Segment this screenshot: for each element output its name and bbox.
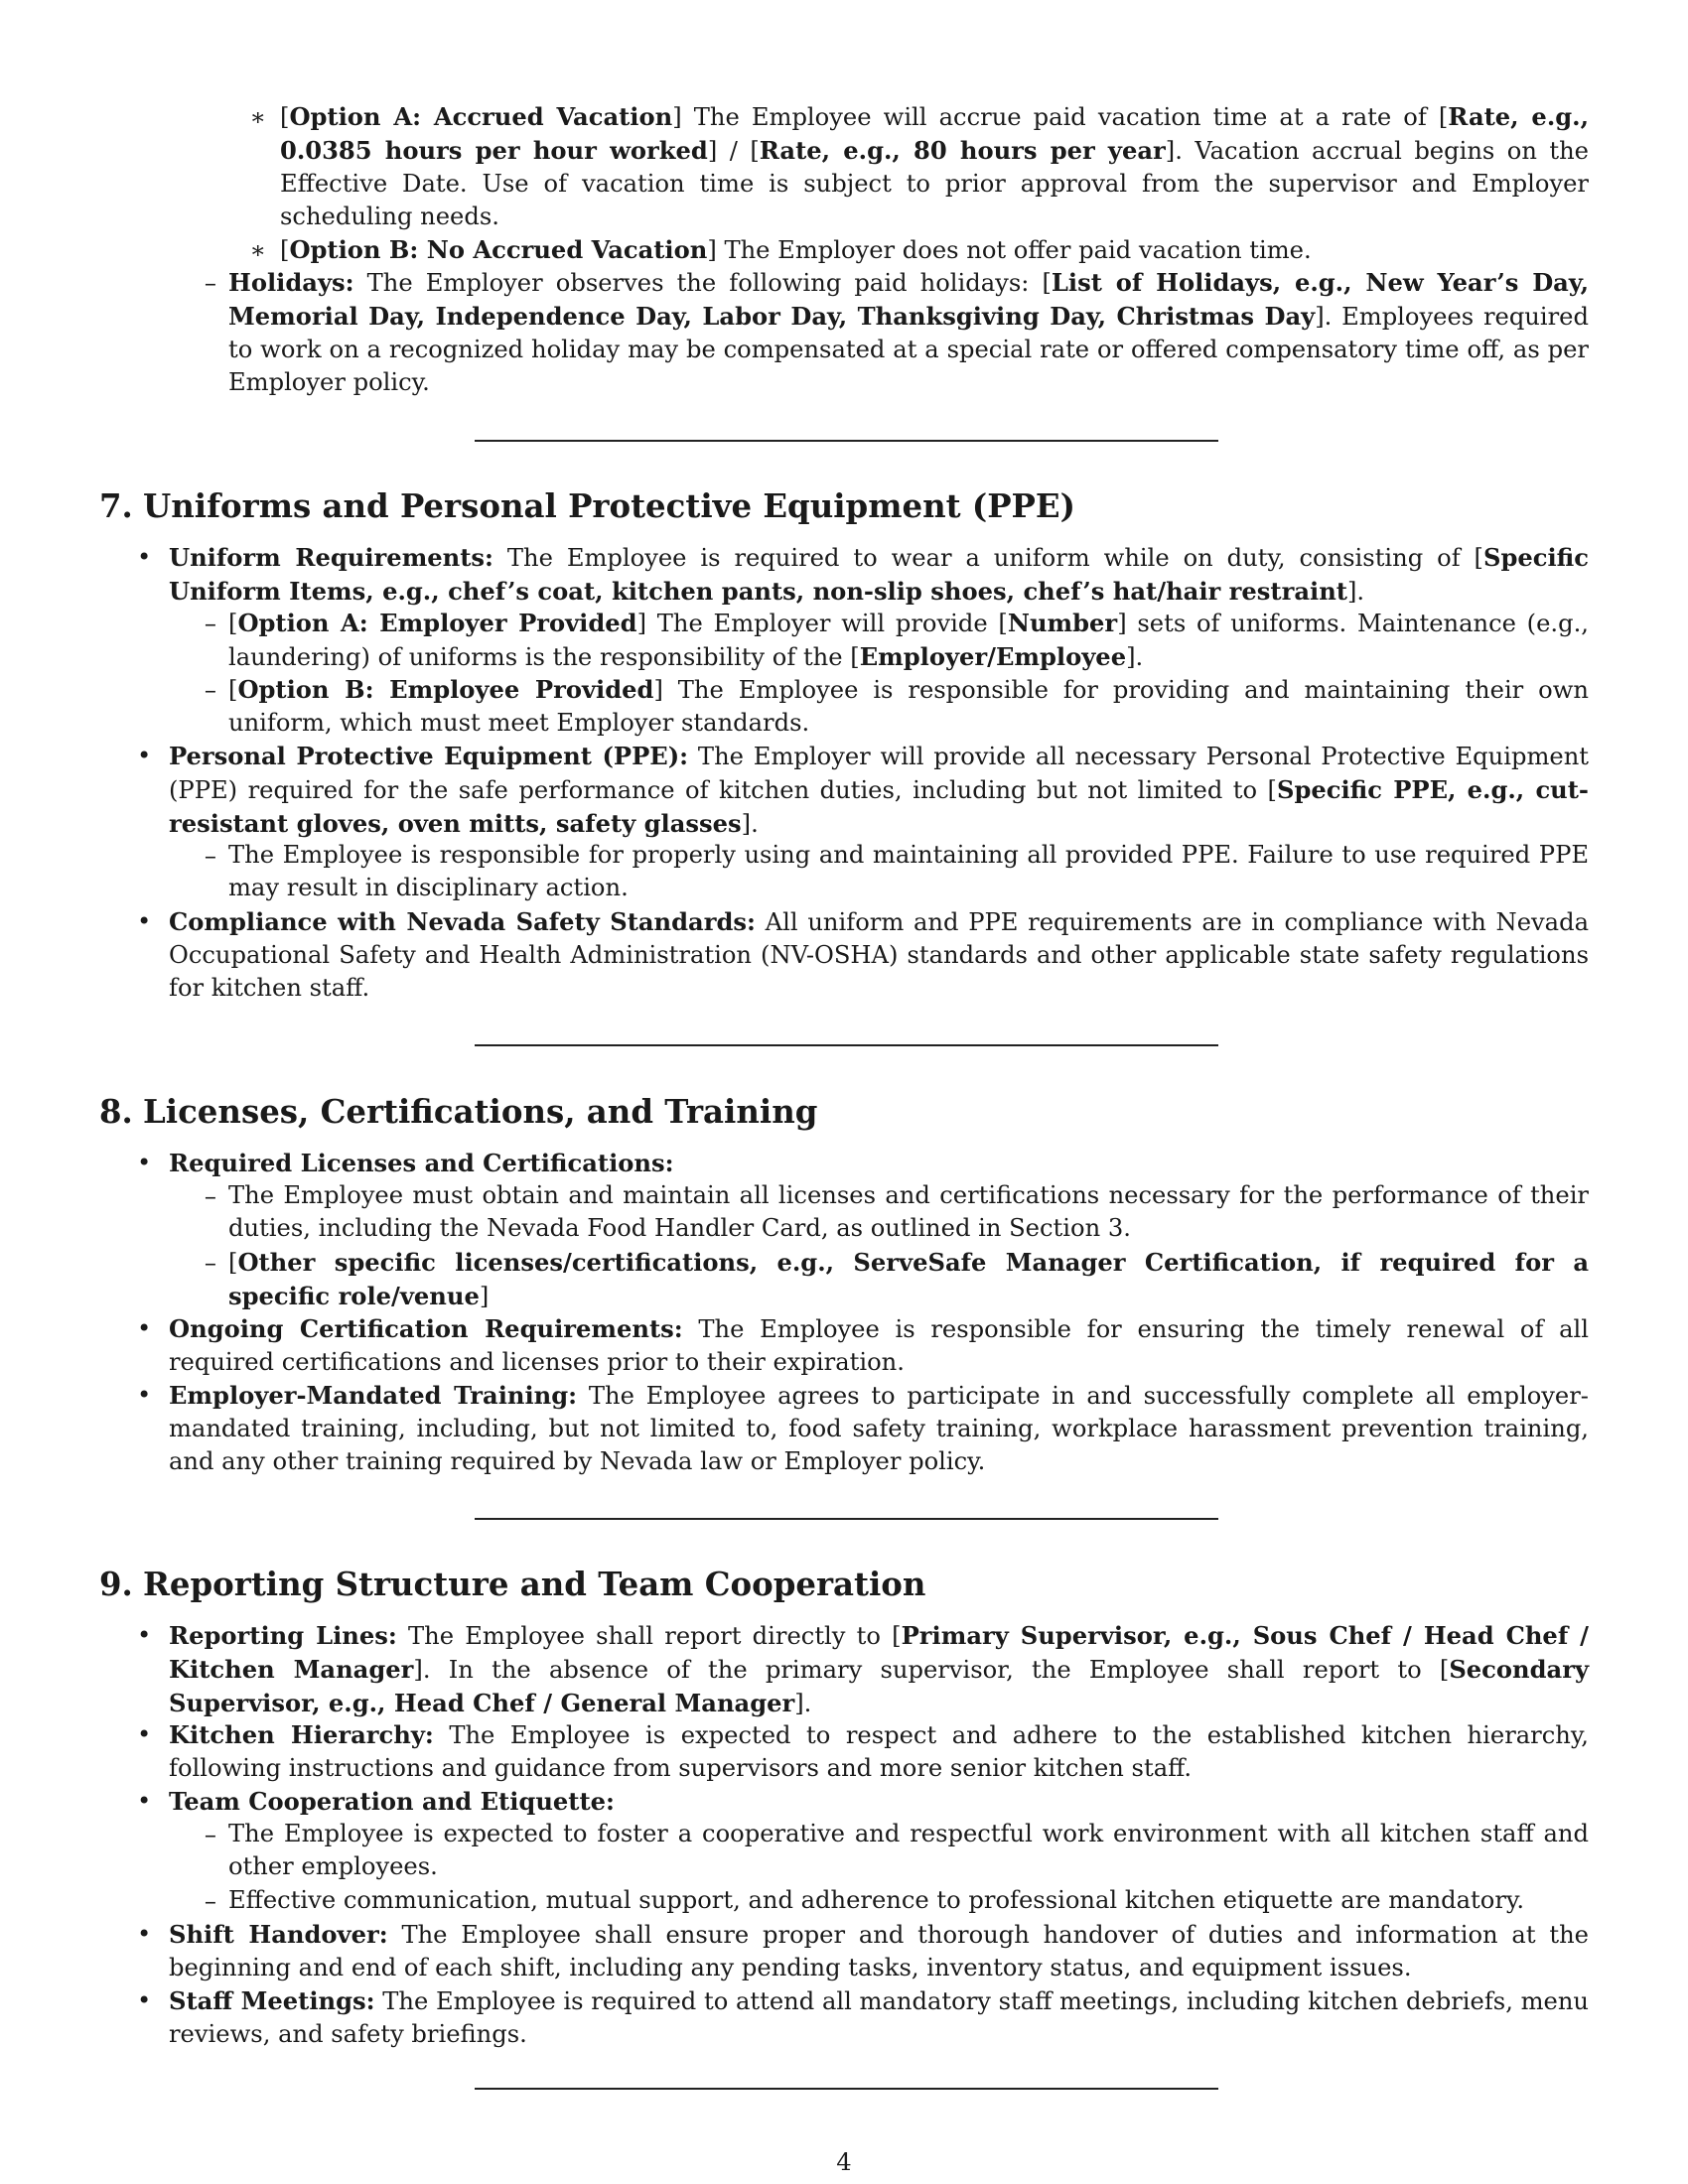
required-licenses-item: Required Licenses and Certifications:	[169, 1149, 674, 1177]
dash-marker: –	[204, 610, 216, 637]
required-licenses-subitem-2: [Other specific licenses/certifications, e.g., ServeSafe Manager Certification, if required for a specific role/venue]	[228, 1248, 1589, 1310]
uniform-requirements-item: Uniform Requirements: The Employee is required to wear a uniform while on duty, consisting of [Specific Uniform Items, e.g., chef’s coat, kitchen pants, non-slip shoes, chef’s hat/hair restraint].	[169, 543, 1589, 606]
bullet-marker: •	[137, 1381, 152, 1409]
vacation-option-b: [Option B: No Accrued Vacation] The Employer does not offer paid vacation time.	[280, 235, 1312, 264]
nevada-safety-item: Compliance with Nevada Safety Standards: All uniform and PPE requirements are in compliance with Nevada Occupational Safety and Health Administration (NV-OSHA) standards and other applicable state safety regulations for kitchen staff.	[169, 907, 1589, 1002]
shift-handover-item: Shift Handover: The Employee shall ensure proper and thorough handover of duties and information at the beginning and end of each shift, including any pending tasks, inventory status, and equipment issues.	[169, 1920, 1589, 1981]
dash-marker: –	[204, 1249, 216, 1277]
kitchen-hierarchy-item: Kitchen Hierarchy: The Employee is expected to respect and adhere to the established kitchen hierarchy, following instructions and guidance from supervisors and more senior kitchen staff.	[169, 1720, 1589, 1782]
bullet-marker: •	[137, 1986, 152, 2014]
star-marker: ∗	[249, 103, 266, 131]
ppe-item: Personal Protective Equipment (PPE): The Employer will provide all necessary Personal Protective Equipment (PPE) required for the safe performance of kitchen duties, including but not limited to [Specific PPE, e.g., cut-resistant gloves, oven mitts, safety glasses].	[169, 742, 1589, 838]
bullet-marker: •	[137, 1787, 152, 1815]
bullet-marker: •	[137, 543, 152, 571]
ppe-subitem: The Employee is responsible for properly using and maintaining all provided PPE. Failure to use required PPE may result in disciplinary action.	[228, 841, 1589, 901]
section-divider	[475, 1518, 1218, 1520]
bullet-marker: •	[137, 1621, 152, 1649]
reporting-lines-item: Reporting Lines: The Employee shall report directly to [Primary Supervisor, e.g., Sous Chef / Head Chef / Kitchen Manager]. In the absence of the primary supervisor, the Employee shall report to [Secondary Supervisor, e.g., Head Chef / General Manager].	[169, 1621, 1590, 1717]
team-cooperation-item: Team Cooperation and Etiquette:	[169, 1787, 615, 1816]
employer-training-item: Employer-Mandated Training: The Employee agrees to participate in and successfully complete all employer-mandated training, including, but not limited to, food safety training, workplace harassment prevention training, and any other training required by Nevada law or Employer policy.	[169, 1381, 1589, 1475]
dash-marker: –	[204, 676, 216, 704]
staff-meetings-item: Staff Meetings: The Employee is required to attend all mandatory staff meetings, including kitchen debriefs, menu reviews, and safety briefings.	[169, 1986, 1590, 2048]
uniform-option-a: [Option A: Employer Provided] The Employer will provide [Number] sets of uniforms. Maintenance (e.g., laundering) of uniforms is the responsibility of the [Employer/Employee].	[228, 609, 1589, 671]
dash-marker: –	[204, 1821, 216, 1848]
bullet-marker: •	[137, 1314, 152, 1342]
team-cooperation-subitem-2: Effective communication, mutual support, and adherence to professional kitchen etiquette are mandatory.	[228, 1886, 1525, 1914]
bullet-marker: •	[137, 1720, 152, 1748]
holidays-item: Holidays: The Employer observes the following paid holidays: [List of Holidays, e.g., New Year’s Day, Memorial Day, Independence Day, Labor Day, Thanksgiving Day, Christmas Day]. Employees required to work on a recognized holiday may be compensated at a special rate or offered compensatory time off, as per Employer policy.	[228, 268, 1590, 396]
section-divider	[475, 1044, 1218, 1046]
section-9-heading: 9. Reporting Structure and Team Cooperation	[99, 1566, 926, 1603]
dash-marker: –	[204, 269, 216, 297]
page-number: 4	[836, 2148, 852, 2176]
dash-marker: –	[204, 1182, 216, 1210]
section-divider	[475, 2088, 1218, 2090]
uniform-option-b: [Option B: Employee Provided] The Employee is responsible for providing and maintaining their own uniform, which must meet Employer standards.	[228, 675, 1589, 737]
section-7-heading: 7. Uniforms and Personal Protective Equipment (PPE)	[99, 487, 1075, 525]
required-licenses-subitem-1: The Employee must obtain and maintain all licenses and certifications necessary for the performance of their duties, including the Nevada Food Handler Card, as outlined in Section 3.	[228, 1181, 1589, 1242]
bullet-marker: •	[137, 742, 152, 769]
star-marker: ∗	[249, 236, 266, 264]
section-divider	[475, 440, 1218, 442]
bullet-marker: •	[137, 907, 152, 935]
ongoing-certification-item: Ongoing Certification Requirements: The Employee is responsible for ensuring the timely renewal of all required certifications and licenses prior to their expiration.	[169, 1314, 1590, 1376]
bullet-marker: •	[137, 1920, 152, 1948]
dash-marker: –	[204, 842, 216, 870]
dash-marker: –	[204, 1887, 216, 1915]
bullet-marker: •	[137, 1149, 152, 1176]
team-cooperation-subitem-1: The Employee is expected to foster a cooperative and respectful work environment with all kitchen staff and other employees.	[228, 1820, 1589, 1880]
section-8-heading: 8. Licenses, Certifications, and Training	[99, 1093, 818, 1131]
vacation-option-a: [Option A: Accrued Vacation] The Employee will accrue paid vacation time at a rate of [Rate, e.g., 0.0385 hours per hour worked] / [Rate, e.g., 80 hours per year]. Vacation accrual begins on the Effective Date. Use of vacation time is subject to prior approval from the supervisor and Employer scheduling needs.	[280, 102, 1589, 230]
